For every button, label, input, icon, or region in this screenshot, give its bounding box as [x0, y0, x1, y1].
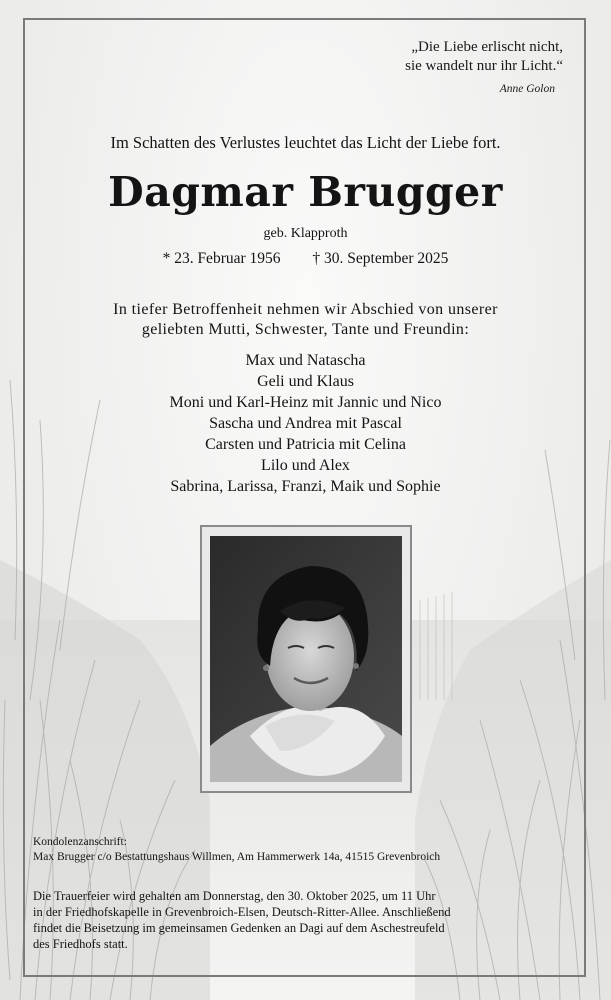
epigraph-quote [405, 38, 563, 99]
portrait-illustration [210, 536, 402, 782]
mourner-entry: Carsten und Patricia mit Celina [205, 436, 406, 453]
deceased-name: Dagmar Brugger [108, 168, 503, 216]
farewell-intro [0, 300, 611, 340]
mourner-entry: Lilo und Alex [261, 457, 350, 474]
condolence-address [33, 835, 440, 865]
mourner-entry: Sascha und Andrea mit Pascal [209, 415, 402, 432]
service-line-3: findet die Beisetzung im gemeinsamen Gedenken an Dagi auf dem Aschestreufeld [33, 921, 445, 935]
condolence-address-text: Max Brugger c/o Bestattungshaus Willmen, Am Hammerwerk 14a, 41515 Grevenbroich [33, 851, 441, 863]
death-date: † 30. September 2025 [312, 250, 449, 267]
mourners-list [0, 350, 611, 497]
birth-name: geb. Klapproth [263, 226, 348, 241]
quote-line-1: „Die Liebe erlischt nicht, [411, 39, 563, 55]
intro-line-1: In tiefer Betroffenheit nehmen wir Abschied von unserer [113, 301, 498, 318]
birth-date: * 23. Februar 1956 [162, 250, 281, 267]
service-line-4: des Friedhofs statt. [33, 937, 128, 951]
quote-line-2: sie wandelt nur ihr Licht.“ [405, 58, 563, 74]
life-dates [0, 250, 611, 268]
service-line-2: in der Friedhofskapelle in Grevenbroich-Elsen, Deutsch-Ritter-Allee. Anschließend [33, 905, 451, 919]
mourner-entry: Moni und Karl-Heinz mit Jannic und Nico [169, 394, 442, 411]
notice-border [23, 18, 586, 977]
intro-line-2: geliebten Mutti, Schwester, Tante und Freundin: [141, 321, 470, 338]
mourner-entry: Geli und Klaus [257, 373, 354, 390]
condolence-label: Kondolenzanschrift: [33, 836, 127, 848]
portrait-frame [200, 525, 412, 793]
portrait-photo [210, 536, 402, 782]
mourner-entry: Sabrina, Larissa, Franzi, Maik und Sophie [170, 478, 441, 495]
motto: Im Schatten des Verlustes leuchtet das Licht der Liebe fort. [110, 133, 501, 152]
funeral-service-info [33, 888, 573, 952]
service-line-1: Die Trauerfeier wird gehalten am Donnerstag, den 30. Oktober 2025, um 11 Uhr [33, 889, 436, 903]
mourner-entry: Max und Natascha [245, 352, 366, 369]
quote-author: Anne Golon [499, 83, 555, 95]
